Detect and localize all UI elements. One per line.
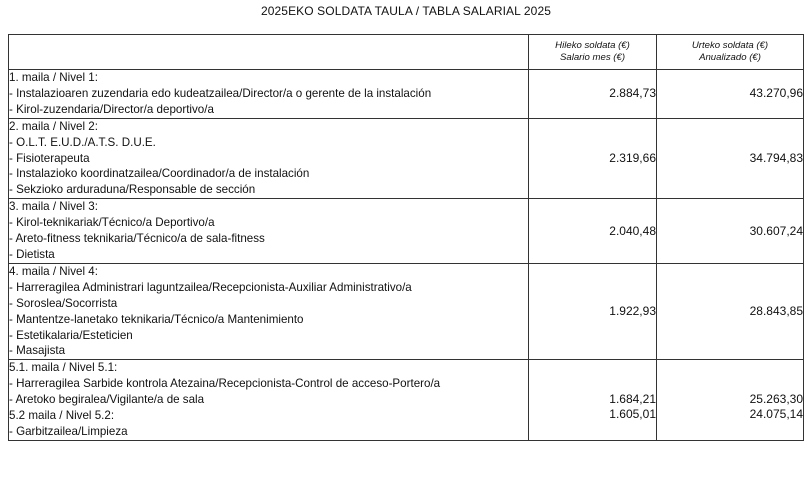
table-row [9,263,804,359]
monthly-salary-value: 2.884,73 [609,86,656,101]
monthly-salary-cell [529,360,657,441]
table-row [9,70,804,119]
level-line: - Aretoko begiralea/Vigilante/a de sala [9,393,205,407]
level-line: 3. maila / Nivel 3: [9,200,98,214]
page-title: 2025EKO SOLDATA TAULA / TABLA SALARIAL 2025 [260,4,551,18]
monthly-salary-cell [529,70,657,119]
header-annual-line: Urteko soldata (€) [691,40,769,51]
annual-salary-cell [657,118,804,199]
level-line: - Masajista [9,344,66,358]
level-line: 1. maila / Nivel 1: [9,71,98,84]
level-line: - Fisioterapeuta [9,151,90,165]
annual-salary-cell [657,199,804,264]
annual-salary-value: 30.607,24 [749,223,803,238]
level-line: - Soroslea/Socorrista [9,296,118,310]
header-annual-salary [657,35,804,70]
monthly-salary-cell [529,118,657,199]
annual-salary-value: 34.794,83 [749,150,803,165]
annual-salary-cell [657,360,804,441]
table-row [9,199,804,264]
level-line: 4. maila / Nivel 4: [9,264,98,278]
header-monthly-salary [529,35,657,70]
level-line: - Estetikalaria/Esteticien [9,328,133,342]
level-description-cell [9,199,529,264]
level-line: 2. maila / Nivel 2: [9,119,98,133]
level-line: - Harreragilea Administrari laguntzailea/Recepcionista-Auxiliar Administrativo/a [9,280,412,294]
monthly-salary-value: 1.605,01 [609,407,656,422]
level-line: - Areto-fitness teknikaria/Técnico/a de sala-fitness [9,232,265,246]
level-line: 5.2 maila / Nivel 5.2: [9,409,115,423]
monthly-salary-value: 2.319,66 [609,150,656,165]
level-description-cell [9,360,529,441]
monthly-salary-value: 1.684,21 [609,392,656,407]
annual-salary-value: 28.843,85 [749,304,803,319]
level-line: - Dietista [9,247,55,261]
level-description-cell [9,118,529,199]
level-line: 5.1. maila / Nivel 5.1: [9,361,118,375]
annual-salary-cell [657,263,804,359]
header-annual-line: Anualizado (€) [699,52,761,63]
table-row [9,118,804,199]
monthly-salary-cell [529,199,657,264]
level-line: - O.L.T. E.U.D./A.T.S. D.U.E. [9,135,156,149]
annual-salary-cell [657,70,804,119]
level-line: - Instalazioko koordinatzailea/Coordinador/a de instalación [9,167,310,181]
level-line: - Harreragilea Sarbide kontrola Atezaina/Recepcionista-Control de acceso-Portero/a [9,377,441,391]
level-line: - Sekzioko arduraduna/Responsable de sección [9,183,256,197]
table-header-row [9,35,804,70]
level-line: - Mantentze-lanetako teknikaria/Técnico/a Mantenimiento [9,312,304,326]
level-line: - Garbitzailea/Limpieza [9,424,128,438]
level-line: - Instalazioaren zuzendaria edo kudeatzailea/Director/a o gerente de la instalación [9,86,432,100]
level-description-cell [9,263,529,359]
monthly-salary-cell [529,263,657,359]
header-monthly-line: Salario mes (€) [559,52,626,63]
level-line: - Kirol-zuzendaria/Director/a deportivo/a [9,102,214,116]
salary-table [8,34,804,441]
annual-salary-value: 43.270,96 [749,86,803,101]
header-empty-cell [9,35,529,70]
annual-salary-value: 25.263,30 [749,392,803,407]
monthly-salary-value: 1.922,93 [609,304,656,319]
level-description-cell [9,70,529,119]
level-line: - Kirol-teknikariak/Técnico/a Deportivo/a [9,216,215,230]
header-monthly-line: Hileko soldata (€) [555,40,630,51]
monthly-salary-value: 2.040,48 [609,223,656,238]
table-row [9,360,804,441]
annual-salary-value: 24.075,14 [749,407,803,422]
